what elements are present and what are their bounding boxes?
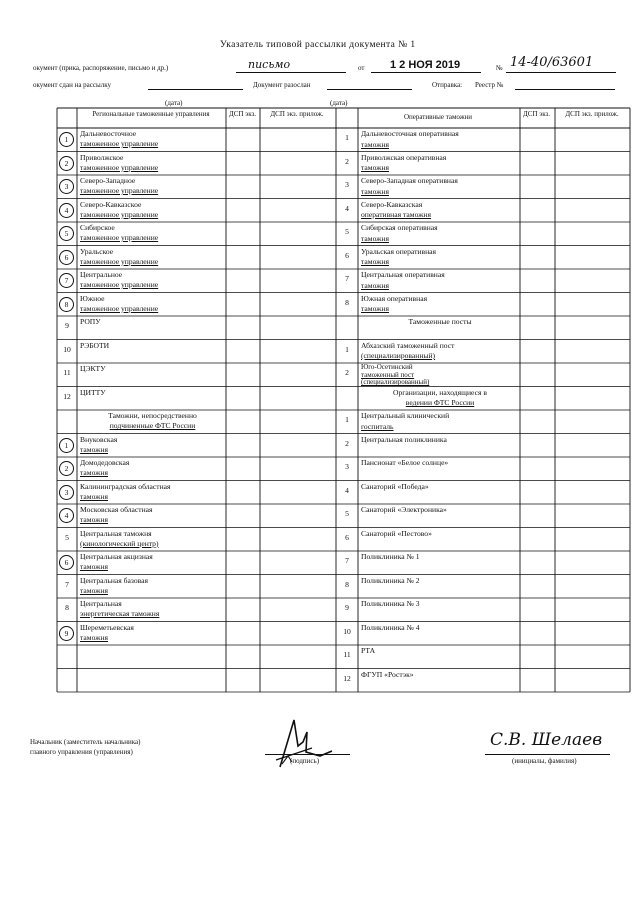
right-row-name-line1: Уральская оперативная [361, 246, 436, 256]
right-row-name-line1: Поликлиника № 1 [361, 552, 420, 561]
left-row-number-circled: 5 [59, 226, 74, 241]
header-dsp-copies: ДСП экз. [228, 110, 257, 118]
left-row-name-line2: таможня [80, 491, 108, 501]
left-row-name-line1: Южное [80, 293, 105, 303]
right-row-name-line2: таможня [361, 186, 389, 196]
right-row-number: 5 [345, 227, 349, 236]
right-row-number: 10 [343, 626, 351, 636]
left-row-name-line1: Центральная базовая [80, 575, 148, 585]
right-row-number: 9 [345, 603, 349, 612]
right-row-name-line1: Южная оперативная [361, 293, 428, 303]
number-underline [506, 72, 616, 73]
right-row-name-line1: Организации, находящиеся в [393, 387, 487, 397]
left-row-number-circled: 8 [59, 297, 74, 312]
date-underline [371, 72, 481, 73]
doc-kind-value: письмо [248, 58, 291, 71]
right-row-name-line1: Юго-Осетинский [361, 364, 413, 371]
sent-underline [327, 89, 412, 90]
chief-label-line2: главного управления (управления) [30, 748, 133, 756]
right-row-name-line3: (специализированный) [361, 379, 430, 386]
right-row-number: 11 [343, 650, 351, 659]
left-row-number-circled: 2 [59, 461, 74, 476]
right-row-name-line2: таможня [361, 163, 389, 172]
left-row-name-line1: ЦИТТУ [80, 387, 106, 397]
header-r-dsp-copies: ДСП экз. [522, 110, 551, 118]
right-row-number: 1 [345, 344, 349, 354]
right-row-name-line1: Сибирская оперативная [361, 223, 438, 232]
left-row-number-circled: 1 [59, 438, 74, 453]
right-row-name-line1: Северо-Кавказская [361, 199, 423, 209]
left-row-name-line2: таможенное управление [80, 233, 159, 242]
number-label: № [496, 64, 503, 72]
right-row-name-line1: Поликлиника № 2 [361, 575, 420, 585]
right-row-name-line1: Центральный клинический [361, 411, 450, 420]
left-row-number-circled: 2 [59, 156, 74, 171]
left-row-number: 10 [63, 344, 71, 354]
left-row-name-line2: таможня [80, 585, 108, 595]
right-row-name-line1: Санаторий «Победа» [361, 481, 429, 491]
left-row-number: 5 [65, 532, 69, 542]
left-row-name-line1: ЦЭКТУ [80, 364, 106, 373]
initials-label: (инициалы, фамилия) [512, 757, 577, 765]
right-row-number: 2 [345, 156, 349, 166]
right-row-number: 1 [345, 133, 349, 142]
left-row-number: 12 [63, 391, 71, 401]
left-row-name-line2: таможня [80, 632, 108, 642]
left-row-number-circled: 1 [59, 132, 74, 147]
left-row-name-line1: Таможни, непосредственно [108, 411, 197, 420]
left-row-name-line2: таможенное управление [80, 303, 159, 313]
header-operative: Оперативные таможни [403, 113, 473, 121]
left-row-name-line1: Центральное [80, 270, 123, 279]
shipping-label: Отправка: [432, 81, 463, 89]
right-row-number: 2 [345, 368, 349, 377]
right-row-name-line1: Поликлиника № 3 [361, 599, 420, 608]
left-row-name-line2: таможня [80, 515, 108, 524]
right-row-name-line2: госпиталь [361, 421, 394, 431]
right-row-name-line2: таможня [361, 257, 389, 266]
left-row-name-line1: Внуковская [80, 434, 118, 444]
signature-label: (подпись) [290, 757, 320, 765]
date-stamp-value: 1 2 НОЯ 2019 [390, 59, 461, 71]
left-row-name-line2: таможня [80, 444, 108, 454]
right-row-name-line2: ведении ФТС России [405, 398, 475, 407]
right-row-name-line1: Пансионат «Белое солнце» [361, 458, 449, 467]
left-row-number-circled: 6 [59, 250, 74, 265]
right-row-name-line1: РТА [361, 646, 376, 655]
left-row-name-line1: Центральная таможня [80, 528, 152, 538]
right-row-name-line2: оперативная таможня [361, 210, 431, 219]
right-row-number: 8 [345, 579, 349, 589]
right-row-name-line1: Таможенные посты [408, 317, 472, 326]
left-row-number-circled: 3 [59, 485, 74, 500]
left-row-name-line1: Домодедовская [80, 458, 130, 467]
right-row-name-line1: Санаторий «Электроника» [361, 505, 447, 514]
right-row-name-line2: (специализированный) [361, 351, 436, 360]
doc-kind-label: окумент (прика, распоряжение, письмо и др.) [33, 64, 169, 72]
left-row-name-line1: Центральная акцизная [80, 552, 153, 561]
left-row-number: 8 [65, 603, 69, 612]
right-row-number: 4 [345, 485, 349, 495]
left-row-name-line1: Уральское [80, 246, 114, 256]
left-row-name-line2: таможня [80, 562, 108, 571]
right-row-name-line2: таможня [361, 233, 389, 243]
left-row-name-line2: таможенное управление [80, 139, 159, 148]
submitted-label: окумент сдан на рассылку [33, 81, 111, 89]
left-row-name-line1: Калининградская областная [80, 481, 171, 491]
left-row-name-line2: подчиненные ФТС России [109, 421, 196, 430]
signature-name-handwritten: С.В. Шелаев [490, 730, 603, 750]
right-row-number: 3 [345, 462, 349, 471]
registry-underline [515, 89, 615, 90]
right-row-number: 6 [345, 532, 349, 542]
header-r-dsp-attach: ДСП экз. прилож. [565, 110, 619, 118]
right-row-name-line2: таможня [361, 139, 389, 149]
right-row-name-line1: Центральная оперативная [361, 270, 445, 279]
right-row-name-line1: Поликлиника № 4 [361, 622, 420, 632]
left-row-name-line1: РОПУ [80, 317, 101, 326]
left-row-number: 7 [65, 579, 69, 589]
left-row-number: 9 [65, 321, 69, 330]
left-row-name-line1: Северо-Западное [80, 176, 136, 185]
left-row-name-line2: таможенное управление [80, 186, 159, 195]
left-row-number-circled: 4 [59, 203, 74, 218]
submitted-underline [148, 89, 243, 90]
left-row-number-circled: 7 [59, 273, 74, 288]
left-row-name-line2: энергетическая таможня [80, 609, 160, 618]
left-row-name-line1: Шереметьевская [80, 622, 134, 632]
left-row-number-circled: 9 [59, 626, 74, 641]
right-row-number: 5 [345, 509, 349, 518]
number-value: 14-40/63601 [510, 55, 594, 70]
left-row-name-line1: Приволжское [80, 152, 124, 162]
registry-label: Реестр № [475, 81, 504, 89]
right-row-number: 4 [345, 203, 349, 213]
date-sub-right: (дата) [330, 99, 348, 107]
left-row-name-line2: таможенное управление [80, 162, 159, 172]
right-row-name-line1: Санаторий «Пестово» [361, 528, 432, 538]
right-row-name-line1: Абхазский таможенный пост [361, 340, 455, 350]
left-row-name-line2: таможенное управление [80, 256, 159, 266]
right-row-number: 2 [345, 438, 349, 448]
sent-label: Документ разослан [253, 81, 311, 89]
right-row-name-line1: Северо-Западная оперативная [361, 176, 458, 185]
left-row-name-line1: Дальневосточное [80, 129, 137, 138]
from-label: от [358, 64, 365, 72]
header-regional: Региональные таможенные управления [92, 110, 210, 118]
doc-kind-underline [236, 72, 346, 73]
left-row-name-line2: таможенное управление [80, 280, 159, 289]
left-row-name-line1: РЭБОТИ [80, 340, 110, 350]
right-row-number: 12 [343, 673, 351, 683]
document-title: Указатель типовой рассылки документа № 1 [220, 40, 416, 50]
initials-underline [485, 754, 610, 755]
right-row-number: 7 [345, 556, 349, 565]
date-sub-left: (дата) [165, 99, 183, 107]
left-row-name-line1: Северо-Кавказское [80, 199, 142, 209]
right-row-number: 6 [345, 250, 349, 260]
left-row-name-line2: таможенное управление [80, 209, 159, 219]
left-row-name-line1: Центральная [80, 599, 122, 608]
right-row-number: 1 [345, 415, 349, 424]
left-row-number-circled: 6 [59, 555, 74, 570]
right-row-name-line2: таможня [361, 280, 389, 290]
left-row-number-circled: 4 [59, 508, 74, 523]
right-row-name-line2: таможня [361, 304, 389, 313]
right-row-name-line1: ФГУП «Ростэк» [361, 669, 414, 679]
right-row-number: 7 [345, 274, 349, 283]
left-row-number: 11 [63, 368, 71, 377]
left-row-name-line1: Московская областная [80, 505, 153, 514]
right-row-number: 8 [345, 297, 349, 307]
right-row-name-line1: Центральная поликлиника [361, 434, 447, 444]
left-row-name-line1: Сибирское [80, 223, 115, 232]
right-row-name-line2: таможенный пост [361, 371, 415, 379]
right-row-name-line1: Приволжская оперативная [361, 152, 447, 162]
header-dsp-attach: ДСП экз. прилож. [270, 110, 324, 118]
chief-label-line1: Начальник (заместитель начальника) [30, 738, 141, 746]
left-row-number-circled: 3 [59, 179, 74, 194]
signature-scribble-icon [272, 712, 342, 772]
left-row-name-line2: (кинологический центр) [80, 538, 159, 548]
right-row-number: 3 [345, 180, 349, 189]
left-row-name-line2: таможня [80, 468, 108, 477]
right-row-name-line1: Дальневосточная оперативная [361, 129, 459, 138]
